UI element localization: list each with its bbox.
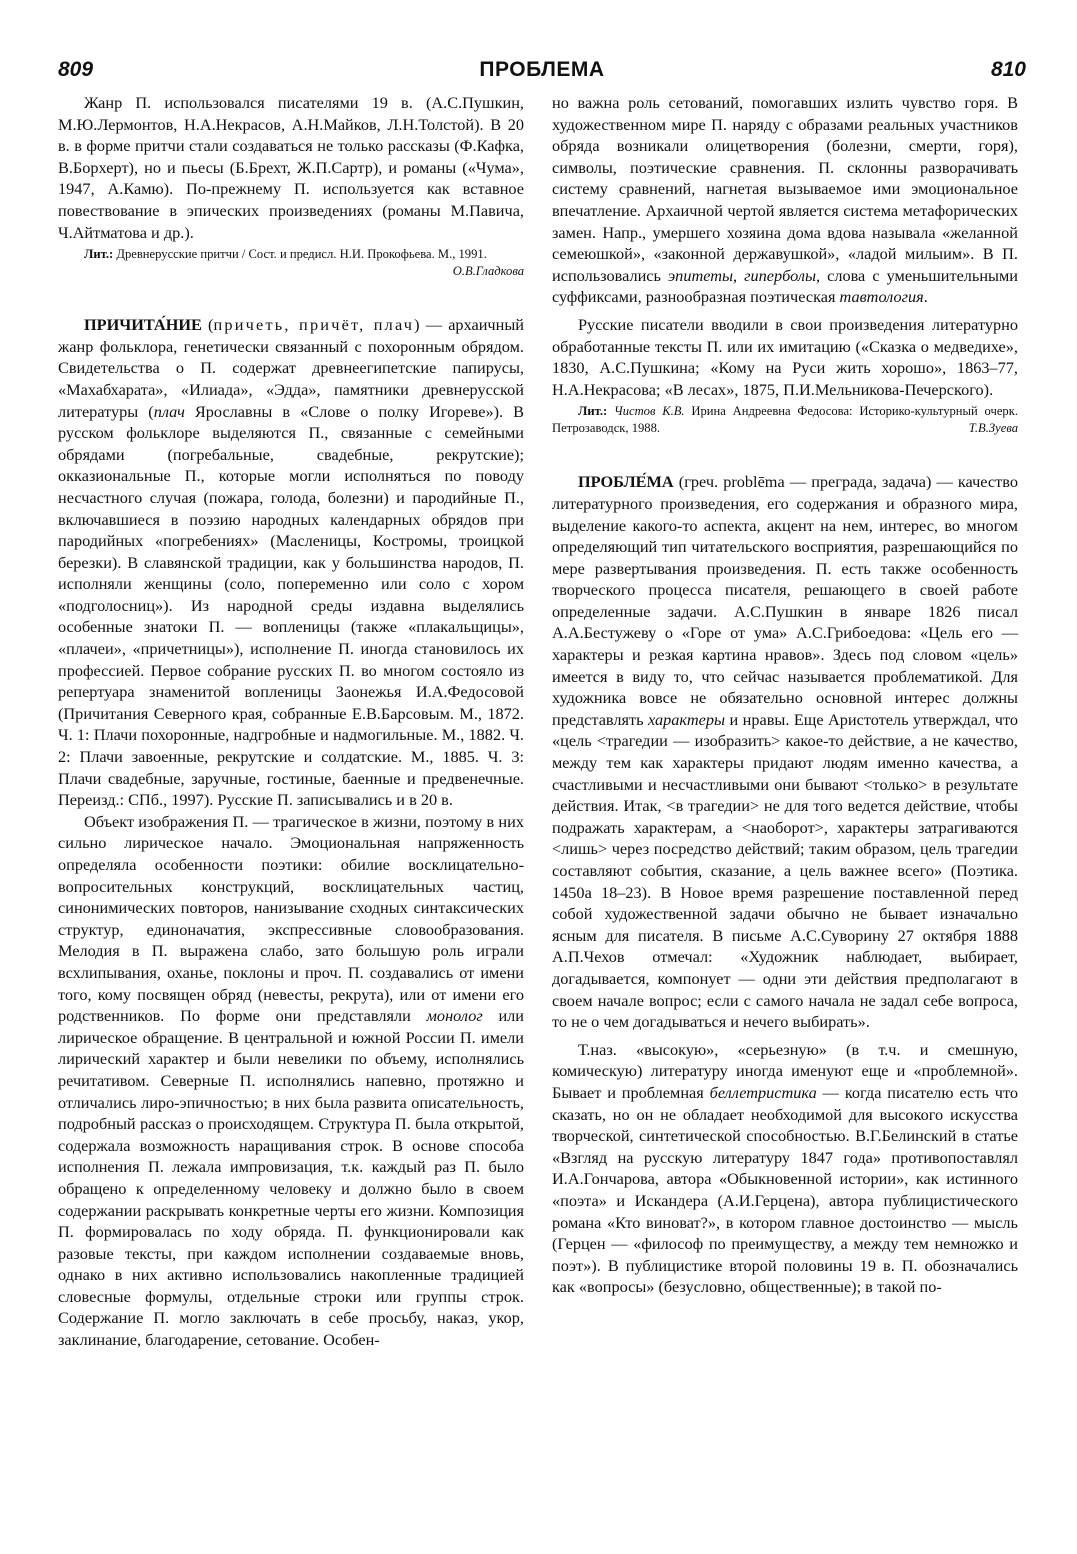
right-column [552,92,1018,1298]
entry-text-cont: и нравы. Еще Аристотель утверждал, что «цель <трагедии — изобразить> какое-то действие, а не качество, между тем как характеры придают людям именно качества, а счастливыми и несчастливыми они бывают <только> в результате действия. Итак, <в трагедии> не для того ведется действие, чтобы подражать характерам, а <наоборот>, характеры затрагиваются <лишь> через посредство действий; таким образом, цель трагедии составляют события, сказание, а цель важнее всего» (Поэтика. 1450а 18–23). В Новое время разрешение поставленной перед собой художественной задачи обычно не бывает изначально ясным для писателя. В письме А.С.Суворину 27 октября 1888 А.П.Чехов отмечал: «Художник наблюдает, выбирает, догадывается, компонует — одни эти действия предполагают в своем начале вопрос; если с самого начала не задал себе вопроса, то не о чем догадываться и нечего выбирать». [552,709,1018,1032]
entry-paren-close: ) — [414,315,443,335]
italic-term: беллетристика [709,1082,817,1102]
page-number-right: 810 [990,58,1026,81]
literature-note [58,246,524,279]
literature-note [552,403,1018,437]
left-column [58,92,524,1351]
page-number-left: 809 [58,58,94,81]
paragraph-text-cont: — когда писателю есть что сказать, но он не обладает необходимой для высокого искусства творческой, синтетической способностью. В.Г.Белинский в статье «Взгляд на русскую литературу 1847 года» противопоставлял И.А.Гончарова, автора «Обыкновенной истории», как истинного «поэта» и Искандера (А.И.Герцена), автора публицистического романа «Кто виноват?», в котором главное достоинство — мысль (Герцен — «философ по преимуществу, а между тем немножко и поэт»). В публицистике второй половины 19 в. П. обозначались как «вопросы» (безусловно, общественные); в такой по- [552,1082,1018,1297]
italic-term: эпитеты, гиперболы, [668,265,821,285]
paragraph-text-cont: слова с уменьшительными суффиксами, разнообразная поэтическая [552,265,1019,307]
paragraph-end: . [923,287,928,307]
literature-text: Ирина Андреевна Федосова: Историко-культурный очерк. Петрозаводск, 1988. [552,404,1018,436]
entry-text: (греч. problēma — преграда, задача) — качество литературного произведения, его содержания и образного мира, выделение какого-то аспекта, акцент на нем, интерес, во многом определяющий тип читательского восприятия, разрешающийся по мере развертывания произведения. П. есть также особенность творческого процесса писателя, решающего в своей работе определенные задачи. А.С.Пушкин в январе 1826 писал А.А.Бестужеву о «Горе от ума» А.С.Грибоедова: «Цель его — характеры и резкая картина нравов». Здесь под словом «цель» имеется в виду то, что сейчас называется проблематикой. Для художника вовсе не обязательно основной интерес должны представлять [552,472,1018,729]
italic-term: характеры [648,709,725,729]
entry-paren-open: ( [201,315,214,335]
entry-problema [552,471,1018,1032]
paragraph-text-cont: или лирическое обращение. В центральной и южной России П. имели лирический характер и были невелики по объему, исполнялись речитативом. Северные П. исполнялись напевно, протяжно и отличались лиро-эпичностью; в них была развита описательность, подробный рассказ о происходящем. Структура П. была открытой, содержала возможность наращивания строк. В основе способа исполнения П. лежала импровизация, т.к. каждый раз П. было обращено к определенному человеку и должно было в своем содержании раскрывать конкретные черты его жизни. Композиция П. формировалась по ходу обряда. П. функционировали как разовые тексты, при каждом исполнении создаваемые вновь, однако в них активно использовались накопленные традицией словесные формулы, отдельные строки или группы строк. Содержание П. могло заключать в себе просьбу, наказ, укор, заклинание, благодарение, сетование. Особен- [58,1006,524,1350]
literature-author-italic: Чистов К.В. [607,404,685,419]
literature-label: Лит.: [84,247,114,262]
paragraph-object [58,811,524,1351]
paragraph-continued [552,92,1018,308]
paragraph-problem-literature [552,1039,1018,1298]
entry-headword: ПРИЧИТА́НИЕ [84,315,202,335]
paragraph-text: но важна роль сетований, помогавших излить чувство горя. В художественном мире П. наряду с образами реальных участников обряда возникали олицетворения (болезни, смерти, горя), символы, поэтические сравнения. П. склонны разворачивать систему сравнений, нагнетая вызываемое ими эмоциональное впечатление. Архаичной чертой является система метафорических замен. Напр., умершего хозяина дома вдова называла «желанной семеюшкой», «законной державушкой», «ладой милыим». В П. использовались [552,93,1018,285]
entry-text: архаичный жанр фольклора, генетически связанный с похоронным обрядом. Свидетельства о П. содержат древнеегипетские папирусы, «Махабхарата», «Илиада», «Эдда», памятники древнерусской литературы ( [58,315,524,421]
paragraph-pritcha-end: Жанр П. использовался писателями 19 в. (А.С.Пушкин, М.Ю.Лермонтов, Н.А.Некрасов, А.Н.Майков, Л.Н.Толстой). В 20 в. в форме притчи стали создаваться не только рассказы (Ф.Кафка, В.Борхерт), но и пьесы (Б.Брехт, Ж.П.Сартр), и романы («Чума», 1947, А.Камю). По-прежнему П. используется как вставное повествование в эпических произведениях (романы М.Павича, Ч.Айтматова и др.). [58,93,524,242]
author-signature: Т.В.Зуева [968,421,1018,436]
author-signature: О.В.Гладкова [452,264,524,279]
italic-term: монолог [426,1006,483,1026]
italic-term: плач [153,401,185,421]
page-header [58,58,1026,88]
paragraph-russian-writers: Русские писатели вводили в свои произведения литературно обработанные тексты П. или их имитацию («Сказка о медведихе», 1830, А.С.Пушкина; «Кому на Руси жить хорошо», 1863–77, Н.А.Некрасова; «В лесах», 1875, П.И.Мельникова-Печерского). [552,314,1018,399]
entry-text-cont: Ярославны в «Слове о полку Игореве»). В русском фольклоре выделяются П., связанные с семейными обрядами (погребальные, свадебные, рекрутские); окказиональные П., которые могли исполняться по поводу несчастного случая (пожара, голода, болезни) и пародийные П., включавшиеся в поэзию народных календарных обрядов при пародийных «погребениях» (Масленицы, Костромы, троицкой березки). В славянской традиции, как у большинства народов, П. исполняли женщины (соло, попеременно или соло с хором «подголосниц»). Из народной среды издавна выделялись особенные знатоки П. — вопленицы (также «плакальщицы», «плачеи», «причетницы»), исполнение П. иногда становилось их профессией. Первое собрание русских П. во многом состояло из репертуара знаменитой вопленицы Заонежья И.А.Федосовой (Причитания Северного края, собранные Е.В.Барсовым. М., 1872. Ч. 1: Плачи похоронные, надгробные и надмогильные. М., 1882. Ч. 2: Плачи завоенные, рекрутские и солдатские. М., 1885. Ч. 3: Плачи свадебные, заручные, гостиные, баенные и предвенечные. Переизд.: СПб., 1997). Русские П. записывались и в 20 в. [58,401,524,810]
entry-prichitanie [58,314,524,811]
entry-synonyms: причеть, причёт, плач [213,315,415,335]
italic-term: тавтология [839,287,924,307]
running-title: ПРОБЛЕМА [479,58,605,81]
literature-label: Лит.: [578,404,608,419]
paragraph-text: Объект изображения П. — трагическое в жизни, поэтому в них сильно лирическое начало. Эмоциональная напряженность определяла особенности поэтики: обилие восклицательно-вопросительных конструкций, восклицательных частиц, синонимических повторов, нанизывание сходных синтаксических структур, единоначатия, экспрессивные словообразования. Мелодия в П. выражена слабо, зато большую роль играли всхлипывания, оханье, поклоны и проч. П. создавались от имени того, кому посвящен обряд (невесты, рекрута), или от имени его родственников. По форме они представляли [58,811,524,1026]
paragraph-text: Т.наз. «высокую», «серьезную» (в т.ч. и смешную, комическую) литературу иногда именуют еще и «проблемной». Бывает и проблемная [552,1039,1018,1102]
literature-text: Древнерусские притчи / Сост. и предисл. Н.И. Прокофьева. М., 1991. [113,247,487,262]
entry-headword: ПРОБЛЕ́МА [578,472,674,492]
